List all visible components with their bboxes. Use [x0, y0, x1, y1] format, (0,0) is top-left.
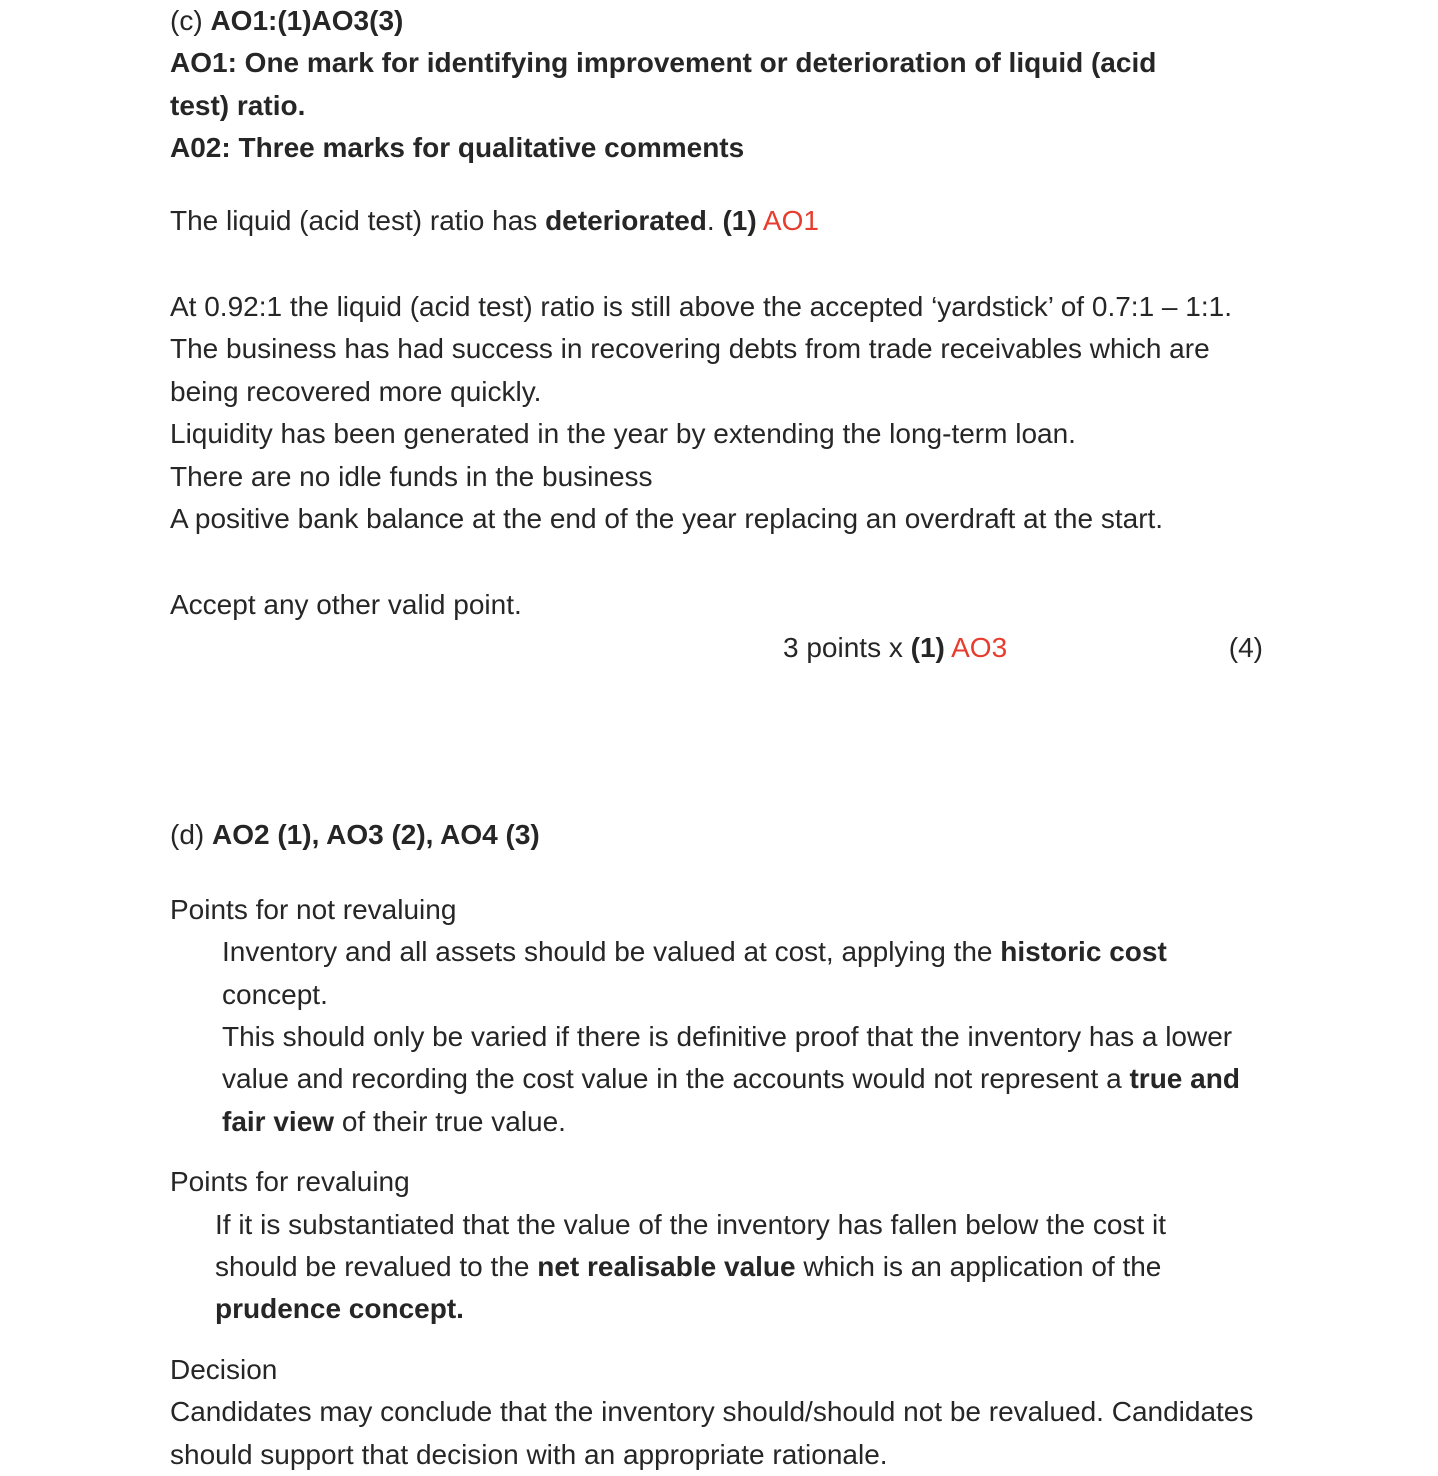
tally-mark: (1): [910, 631, 945, 663]
point-emphasis: historic cost: [1000, 936, 1167, 968]
section-c-label: (c): [170, 5, 211, 36]
section-d-label: (d): [170, 819, 212, 851]
not-revaluing-block: [170, 889, 1263, 1143]
section-c: [170, 0, 1263, 669]
marking-point: Liquidity has been generated in the year by extending the long-term loan.: [170, 418, 1076, 450]
tally-points: 3 points x: [783, 631, 911, 663]
point-emphasis: net realisable value: [537, 1250, 796, 1282]
point-emphasis: prudence concept.: [215, 1293, 464, 1325]
point-text: This should only be varied if there is definitive proof that the inventory has a lower value and recording the cost value in the accounts would not represent a: [222, 1020, 1233, 1095]
section-d-heading: AO2 (1), AO3 (2), AO4 (3): [212, 819, 540, 851]
not-revaluing-heading: Points for not revaluing: [170, 893, 457, 925]
marking-point: There are no idle funds in the business: [170, 460, 653, 492]
finding-ao-ref: AO1: [756, 204, 819, 236]
finding-separator: .: [706, 204, 723, 236]
not-revaluing-point: [170, 931, 1263, 1016]
point-emphasis: true and fair view: [222, 1063, 1240, 1137]
not-revaluing-point: [170, 1016, 1263, 1143]
accept-block: [170, 584, 1263, 669]
section-d: [170, 814, 1263, 1476]
marking-point: The business has had success in recovering debts from trade receivables which are being recovered more quickly.: [170, 333, 1210, 407]
finding-emphasis: deteriorated: [545, 204, 707, 236]
section-c-heading: AO1:(1)AO3(3): [210, 5, 404, 36]
point-text: If it is substantiated that the value of the inventory has fallen below the cost it should be revalued to the: [215, 1208, 1167, 1282]
tally-line: [170, 627, 1263, 669]
finding-text: The liquid (acid test) ratio has: [170, 204, 546, 236]
section-c-title: [170, 0, 1263, 42]
finding-mark: (1): [722, 204, 757, 236]
marking-point: At 0.92:1 the liquid (acid test) ratio is still above the accepted ‘yardstick’ of 0.7:1 – 1:1.: [170, 291, 1232, 323]
tally-ao-ref: AO3: [944, 631, 1008, 663]
section-d-title: [170, 814, 1263, 856]
point-after: concept.: [222, 978, 328, 1010]
point-after: of their true value.: [334, 1105, 566, 1137]
decision-heading: Decision: [170, 1353, 278, 1385]
tally-text: [783, 627, 1007, 669]
revaluing-heading: Points for revaluing: [170, 1166, 410, 1198]
ao1-note: AO1: One mark for identifying improvement or deterioration of liquid (acid test) ratio.: [170, 47, 1157, 121]
marking-point: A positive bank balance at the end of the year replacing an overdraft at the start.: [170, 503, 1164, 535]
ao2-note: A02: Three marks for qualitative comments: [170, 132, 745, 164]
revaluing-block: [170, 1161, 1263, 1331]
decision-block: [170, 1349, 1263, 1476]
marking-points: [170, 286, 1263, 540]
point-middle: which is an application of the: [795, 1250, 1162, 1282]
finding-line: [170, 200, 1263, 242]
point-text: Inventory and all assets should be valued at cost, applying the: [222, 936, 1001, 968]
total-marks: (4): [1228, 631, 1263, 663]
revaluing-point: [170, 1204, 1170, 1331]
decision-body: Candidates may conclude that the inventory should/should not be revalued. Candidates should support that decision with an appropriate rationale.: [170, 1396, 1254, 1470]
accept-note: Accept any other valid point.: [170, 589, 522, 621]
